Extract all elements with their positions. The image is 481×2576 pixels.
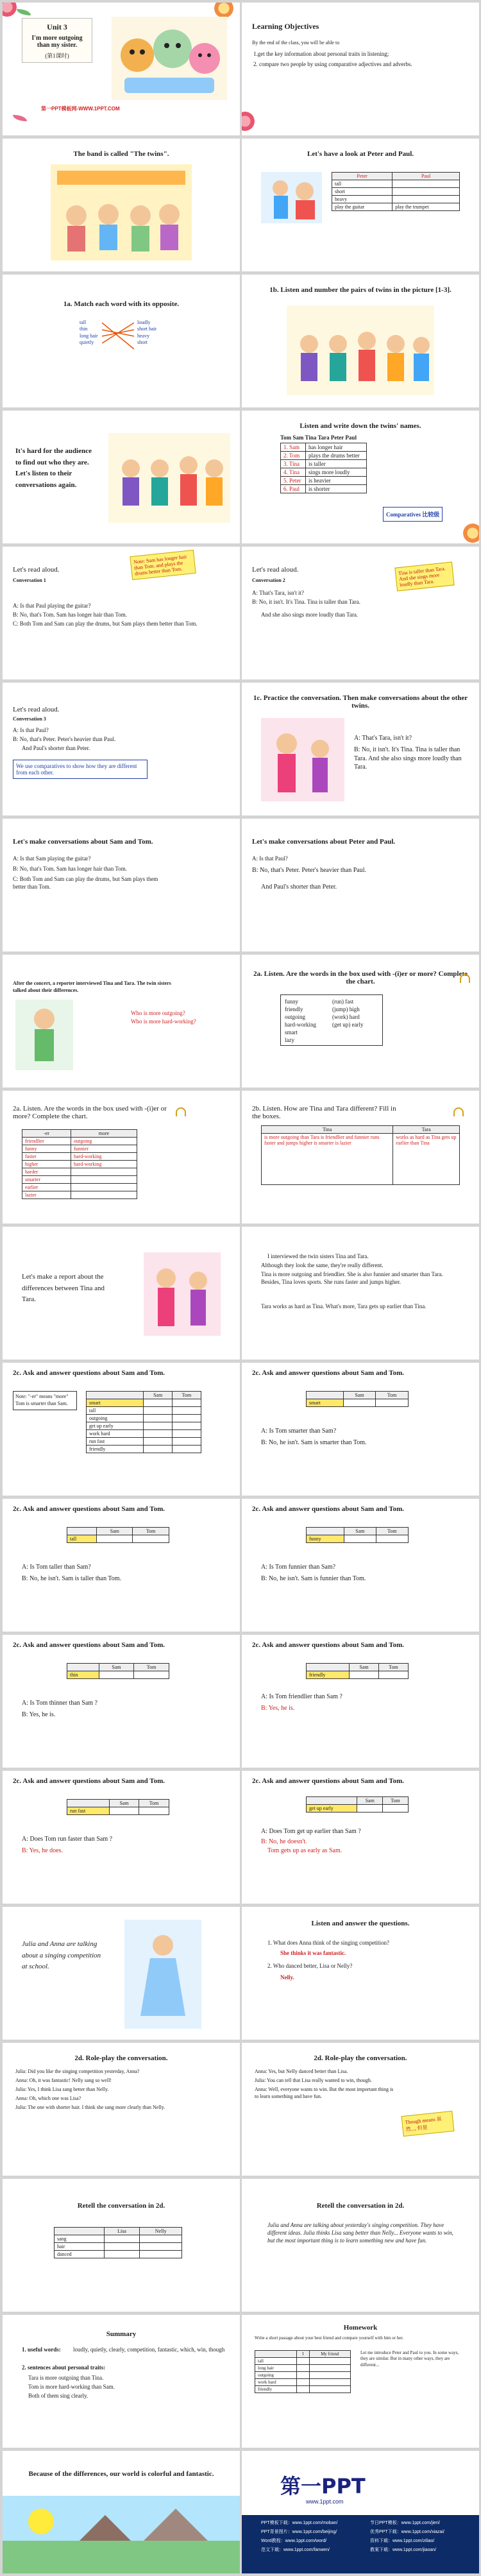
table-cell: tall: [255, 2358, 297, 2365]
slide-title: Let's make conversations about Sam and Tom.: [13, 838, 153, 846]
dialogue-line: A: Is Tom friendlier than Sam ?: [261, 1693, 342, 1700]
chart-cell: faster: [22, 1153, 71, 1161]
table-cell: short: [332, 188, 392, 196]
conversation-label: Conversation 3: [13, 716, 46, 722]
twin-trait: plays the drums better: [306, 452, 367, 460]
chart-cell: higher: [22, 1161, 71, 1168]
twin-name: 6. Paul: [281, 485, 306, 493]
dialogue-line: Anna: Oh, it was fantastic! Nelly sang so well!: [15, 2077, 112, 2083]
slide-34[interactable]: [242, 2179, 479, 2312]
speech-bubble: Who is more outgoing?: [131, 1010, 185, 1016]
slide-15[interactable]: [3, 955, 240, 1088]
match-word: loudly: [137, 320, 151, 325]
slide-27[interactable]: [3, 1771, 240, 1904]
chart-cell: [71, 1168, 137, 1176]
word-item: (get up) early: [332, 1021, 364, 1028]
dialogue-line: A: Is Tom smarter than Sam?: [261, 1428, 337, 1435]
dialogue-line: Anna: Oh, which one was Lisa?: [15, 2095, 81, 2101]
traits-table: [332, 172, 460, 211]
match-word: short: [137, 339, 148, 346]
leaf-decoration: [13, 115, 27, 121]
left-word-column: [80, 320, 98, 346]
er-more-chart: [22, 1129, 137, 1199]
colorful-world-illustration: [3, 2496, 240, 2573]
brand-domain: www.1ppt.com: [306, 2498, 344, 2505]
match-word: heavy: [137, 332, 150, 339]
note-box: Note: "-er" means "more" Tom is smarter than Sam.: [13, 1391, 77, 1410]
column-header: My friend: [309, 2351, 350, 2358]
slide-29[interactable]: [3, 1907, 240, 2040]
unit-label: Unit 3: [47, 22, 67, 31]
slide-20[interactable]: [242, 1227, 479, 1360]
column-header: Paul: [392, 173, 460, 180]
resource-link[interactable]: PPT模板下载：www.1ppt.com/moban/: [261, 2521, 338, 2525]
dialogue-line: B: No, that's Tom. Sam has longer hair than Tom.: [13, 866, 128, 872]
slide-5[interactable]: [3, 275, 240, 407]
slide-title: 2c. Ask and answer questions about Sam and Tom.: [252, 1505, 404, 1513]
dialogue-line: B: No, he isn't. Sam is smarter than Tom.: [261, 1439, 367, 1446]
conversation-label: Conversation 1: [13, 577, 46, 583]
chart-cell: [71, 1184, 137, 1191]
chart-cell: earlier: [22, 1184, 71, 1191]
dialogue-line: And Paul's shorter than Peter.: [261, 883, 337, 891]
column-header: [255, 2351, 297, 2358]
self-friend-table: [255, 2350, 351, 2393]
slide-title: The band is called "The twins".: [73, 150, 169, 158]
slide-17[interactable]: [3, 1091, 240, 1224]
dialogue-line: A: Is Tom funnier than Sam?: [261, 1564, 336, 1571]
resource-link[interactable]: 节日PPT模板：www.1ppt.com/jieri/: [370, 2521, 440, 2525]
slide-37[interactable]: [3, 2451, 240, 2573]
intro-text: After the concert, a reporter interviewed Tina and Tara. The twin sisters talked about their differences.: [13, 980, 171, 993]
chart-cell: [71, 1191, 137, 1199]
slide-title: 2c. Ask and answer questions about Sam and Tom.: [252, 1777, 404, 1785]
slide-title: Homework: [343, 2324, 378, 2332]
comparison-mini-table: Sam Tom friendly: [306, 1663, 409, 1679]
dialogue-line: Julia: Yes, I think Lisa sang better than Nelly.: [15, 2086, 109, 2092]
slide-16[interactable]: [242, 955, 479, 1088]
column-header: Tara: [393, 1126, 460, 1134]
trait-cell: get up early: [87, 1422, 144, 1430]
slide-title: 1b. Listen and number the pairs of twins in the picture [1-3].: [269, 286, 451, 294]
twins-name-header: Tom Sam Tina Tara Peter Paul: [280, 434, 357, 441]
tina-tara-illustration: [144, 1252, 221, 1336]
slide-title: Learning Objectives: [252, 22, 319, 31]
summary-bullet: Tara is more outgoing than Tina.: [28, 2375, 104, 2381]
retell-paragraph: Julia and Anna are talking about yesterday's singing competition. They have different ideas. Julia thinks Lisa sang better than Nelly... Everyone wants to win, but the most important thing is to learn something new and have fun.: [267, 2222, 453, 2244]
table-cell: [392, 196, 460, 203]
dialogue-line: C: Both Tom and Sam can play the drums, but Sam plays them better than Tom.: [13, 876, 158, 891]
slide-title: 2c. Ask and answer questions about Sam and Tom.: [252, 1641, 404, 1649]
slide-21[interactable]: [3, 1363, 240, 1496]
word-item: smart: [285, 1029, 298, 1036]
slide-title: 1c. Practice the conversation. Then make conversations about the other twins.: [253, 694, 468, 710]
slide-18[interactable]: [242, 1091, 479, 1224]
slide-31[interactable]: [3, 2043, 240, 2176]
comparison-mini-table: Sam Tom get up early: [306, 1796, 409, 1813]
twin-trait: has longer hair: [306, 443, 367, 452]
slide-8[interactable]: [242, 411, 479, 543]
reporter-illustration: [15, 1000, 73, 1070]
report-paragraph: Tina is more outgoing and friendlier. She is also funnier and smarter than Tara. Besides, Tina loves sports. She runs faster and jumps higher.: [261, 1271, 443, 1286]
tara-traits: works as hard as Tina gets up earlier than Tina: [393, 1134, 460, 1185]
column-header: Lisa: [104, 2228, 140, 2235]
answer: Nelly.: [280, 1974, 294, 1981]
dialogue-line: A: Is that Paul?: [252, 855, 288, 862]
word-item: (work) hard: [332, 1014, 360, 1020]
dialogue-line: Anna: Well, everyone wants to win. But the most important thing is to learn something and have fun.: [255, 2086, 394, 2099]
word-item: (jump) high: [332, 1006, 360, 1012]
slide-title: 2c. Ask and answer questions about Sam and Tom.: [13, 1369, 165, 1377]
slide-32[interactable]: [242, 2043, 479, 2176]
dialogue-line: A: That's Tara, isn't it?: [252, 590, 305, 596]
dialogue-line: Julia: The one with shorter hair. I think she sang more clearly than Nelly.: [15, 2104, 165, 2110]
slide-title: 2b. Listen. How are Tina and Tara different? Fill in the boxes.: [252, 1105, 396, 1120]
brand-footer: 第一PPT模板网-WWW.1PPT.COM: [41, 106, 120, 112]
conversation-label: Conversation 2: [252, 577, 285, 583]
trait-cell: smart: [87, 1399, 144, 1407]
slide-title: 2c. Ask and answer questions about Sam and Tom.: [252, 1369, 404, 1377]
comparatives-badge: Comparatives 比较级: [383, 507, 443, 522]
dialogue-line: B: No, that's Tom. Sam has longer hair than Tom.: [13, 611, 128, 618]
dialogue-line: C: Both Tom and Sam can play the drums, but Sam plays them better than Tom.: [13, 620, 198, 627]
column-header: -er: [22, 1130, 71, 1138]
headphones-icon: [453, 1107, 464, 1116]
slide-title: Let's read aloud.: [252, 566, 299, 574]
slide-3[interactable]: [3, 139, 240, 271]
slide-9[interactable]: [3, 547, 240, 679]
slide-title: 1a. Match each word with its opposite.: [63, 300, 180, 308]
column-header: Tina: [262, 1126, 393, 1134]
word-item: friendly: [285, 1006, 303, 1012]
column-header: Peter: [332, 173, 392, 180]
trait-cell: work hard: [87, 1430, 144, 1438]
chart-cell: outgoing: [71, 1138, 137, 1145]
slide-35[interactable]: [3, 2315, 240, 2448]
singer-on-stage-illustration: [124, 1920, 201, 2029]
comparison-mini-table: Sam Tom funny: [306, 1527, 409, 1543]
chart-cell: hard-working: [71, 1161, 137, 1168]
dialogue-line: B: No, it isn't. It's Tina. Tina is taller than Tara.: [252, 599, 360, 605]
tina-tara-table: [261, 1125, 460, 1185]
column-header: [55, 2228, 105, 2235]
report-paragraph: Although they look the same, they're really different.: [261, 1262, 384, 1268]
dialogue-line: A: Is that Paul?: [13, 727, 49, 733]
table-cell: play the trumpet: [392, 203, 460, 211]
slide-title: 2c. Ask and answer questions about Sam and Tom.: [13, 1641, 165, 1649]
slide-title: 2c. Ask and answer questions about Sam and Tom.: [13, 1505, 165, 1513]
slide-10[interactable]: [242, 547, 479, 679]
sam-tom-chart: [86, 1391, 201, 1453]
report-paragraph: I interviewed the twin sisters Tina and Tara.: [267, 1253, 369, 1259]
dialogue-line: A: That's Tara, isn't it?: [354, 735, 412, 742]
twin-name: 1. Sam: [281, 443, 306, 452]
headphones-icon: [460, 974, 470, 983]
table-cell: hair: [55, 2243, 105, 2251]
slide-13[interactable]: [3, 819, 240, 951]
table-cell: tall: [332, 180, 392, 188]
brand-logo: 第一PPT: [280, 2474, 366, 2498]
homework-tips: Let me introduce Peter and Paul to you. In some ways, they are similar. But in many other ways, they are different...: [360, 2350, 459, 2367]
chart-cell: lazier: [22, 1191, 71, 1199]
table-cell: [392, 188, 460, 196]
chart-cell: harder: [22, 1168, 71, 1176]
summary-heading: 1. useful words:: [22, 2346, 61, 2353]
word-item: outgoing: [285, 1014, 306, 1020]
summary-bullet: Both of them sing clearly.: [28, 2393, 89, 2399]
trait-cell: run fast: [87, 1438, 144, 1446]
comparison-mini-table: Sam Tom thin: [67, 1663, 169, 1679]
question: 1. What does Anna think of the singing competition?: [267, 1940, 390, 1946]
word-item: hard-working: [285, 1021, 316, 1028]
dialogue-line: A: Is that Paul playing the guitar?: [13, 602, 91, 609]
match-word: long hair: [80, 332, 98, 339]
table-cell: friendly: [255, 2386, 297, 2393]
listen-prompt: It's hard for the audience to find out who they are. Let's listen to their conversations again.: [15, 447, 92, 489]
column-header: more: [71, 1130, 137, 1138]
slide-title: Let's make conversations about Peter and Paul.: [252, 838, 396, 846]
slide-title: Let's read aloud.: [13, 706, 60, 713]
twin-trait: is shorter: [306, 485, 367, 493]
chart-cell: funny: [22, 1145, 71, 1153]
slide-title: Let's read aloud.: [13, 566, 60, 574]
column-header: Tom: [172, 1392, 201, 1399]
slide-25[interactable]: [3, 1635, 240, 1768]
twins-answers-table: [280, 443, 367, 493]
period-label: (第1课时): [45, 53, 69, 59]
slide-title: Summary: [106, 2330, 137, 2338]
slide-title: 2d. Role-play the conversation.: [74, 2054, 168, 2062]
trait-cell: tall: [87, 1407, 144, 1415]
dialogue-line: A: Does Tom run faster than Sam ?: [22, 1836, 113, 1843]
right-word-column: [137, 320, 156, 346]
slide-title: Let's have a look at Peter and Paul.: [307, 150, 414, 158]
word-box: [280, 994, 383, 1046]
resource-link[interactable]: 范文下载：www.1ppt.com/fanwen/: [261, 2548, 330, 2552]
twin-trait: is taller: [306, 460, 367, 468]
flower-decoration: [214, 3, 233, 18]
chart-cell: smarter: [22, 1176, 71, 1184]
word-item: (run) fast: [332, 998, 354, 1005]
link-panel: [242, 2515, 479, 2573]
match-word: quietly: [80, 339, 94, 346]
report-paragraph: Tara works as hard as Tina. What's more, Tara gets up earlier than Tina.: [261, 1303, 426, 1309]
resource-link[interactable]: 教案下载：www.1ppt.com/jiaoan/: [370, 2548, 437, 2552]
tina-traits: is more outgoing than Tara is friendlier and funnier runs faster and jumps higher is smarter is lazier: [262, 1134, 393, 1185]
twin-name: 4. Tina: [281, 468, 306, 477]
band-concert-illustration: [51, 164, 192, 260]
tina-tara-illustration: [261, 718, 344, 801]
chart-cell: [71, 1176, 137, 1184]
dialogue-line: B: No, that's Peter. Peter's heavier than Paul.: [252, 867, 367, 874]
question: 2. Who danced better, Lisa or Nelly?: [267, 1963, 353, 1969]
table-cell: outgoing: [255, 2372, 297, 2379]
match-word: thin: [80, 326, 88, 332]
slide-title: 2c. Ask and answer questions about Sam and Tom.: [13, 1777, 165, 1785]
cartoon-animals-illustration: [112, 17, 227, 100]
resource-link[interactable]: PPT背景图片：www.1ppt.com/beijing/: [261, 2530, 337, 2534]
homework-intro: Write a short passage about your best friend and compare yourself with him or her.: [255, 2335, 404, 2341]
twin-trait: is heavier: [306, 477, 367, 485]
summary-bullet: Tom is more hard-working than Sam.: [28, 2384, 115, 2390]
word-item: lazy: [285, 1037, 294, 1043]
dialogue-line: B: No, he doesn't.: [261, 1838, 307, 1845]
dialogue-line: A: Is that Sam playing the guitar?: [13, 855, 91, 862]
lisa-nelly-table: [54, 2227, 182, 2258]
dialogue-line: Julia: You can tell that Lisa really wanted to win, though.: [255, 2077, 372, 2083]
slide-title: 2a. Listen. Are the words in the box used with -(i)er or more? Complete the chart.: [253, 970, 468, 985]
slide-title: 2d. Role-play the conversation.: [314, 2054, 407, 2062]
chart-cell: hard-working: [71, 1153, 137, 1161]
trait-cell: outgoing: [87, 1415, 144, 1422]
twin-trait: sings more loudly: [306, 468, 367, 477]
comparison-mini-table: Sam Tom tall: [67, 1527, 169, 1543]
resource-link[interactable]: 资料下载：www.1ppt.com/ziliao/: [370, 2539, 435, 2543]
flower-decoration: [3, 3, 17, 17]
dialogue-line: Julia: Did you like the singing competition yesterday, Anna?: [15, 2068, 140, 2074]
summary-heading: 2. sentences about personal traits:: [22, 2364, 106, 2371]
dialogue-line: B: No, it isn't. It's Tina. Tina is taller than Tara. And she also sings more loudly than Tara.: [354, 746, 462, 771]
comparison-mini-table: Sam Tom run fast: [67, 1799, 169, 1815]
dialogue-line: A: Does Tom get up earlier than Sam ?: [261, 1828, 361, 1835]
twin-name: 3. Tina: [281, 460, 306, 468]
trait-cell: friendly: [87, 1446, 144, 1453]
peter-paul-illustration: [261, 172, 322, 223]
note-sticky: Note: Sam has longer hair than Tom. and plays the drums better than Tom.: [130, 550, 196, 580]
slide-6[interactable]: [242, 275, 479, 407]
resource-link[interactable]: Word教程：www.1ppt.com/word/: [261, 2539, 327, 2543]
context-text: Julia and Anna are talking about a singing competition at school.: [22, 1940, 101, 1971]
twin-name: 5. Peter: [281, 477, 306, 485]
table-cell: play the guitar: [332, 203, 392, 211]
dialogue-line: B: No, he isn't. Sam is taller than Tom.: [22, 1575, 122, 1582]
slide-1[interactable]: [3, 3, 240, 135]
dialogue-line: A: Is Tom taller than Sam?: [22, 1564, 91, 1571]
closing-message: Because of the differences, our world is colorful and fantastic.: [28, 2470, 214, 2478]
slide-14[interactable]: [242, 819, 479, 951]
slide-26[interactable]: [242, 1635, 479, 1768]
report-prompt: Let's make a report about the differences between Tina and Tara.: [22, 1273, 105, 1304]
slide-36[interactable]: [242, 2315, 479, 2448]
dialogue-line: B: Yes, he does.: [22, 1847, 63, 1854]
slide-4[interactable]: [242, 139, 479, 271]
match-word: tall: [80, 320, 87, 325]
lesson-title: I'm more outgoing than my sister.: [31, 35, 83, 49]
objectives-intro: By the end of the class, you will be able to: [252, 40, 340, 46]
objective-item: 2. compare two people by using comparative adjectives and adverbs.: [253, 61, 412, 67]
chart-cell: funnier: [71, 1145, 137, 1153]
table-cell: heavy: [332, 196, 392, 203]
slide-title: Retell the conversation in 2d.: [316, 2202, 405, 2210]
slide-28[interactable]: [242, 1771, 479, 1904]
table-cell: long hair: [255, 2365, 297, 2372]
dialogue-line: B: Yes, he is.: [22, 1711, 56, 1718]
comparison-mini-table: Sam Tom smart: [306, 1391, 409, 1407]
slide-title: Retell the conversation in 2d.: [77, 2202, 165, 2210]
dialogue-line: B: No, he isn't. Sam is funnier than Tom.: [261, 1575, 366, 1582]
speech-bubble: Who is more hard-working?: [131, 1018, 196, 1025]
column-header: I: [297, 2351, 310, 2358]
table-cell: sang: [55, 2235, 105, 2243]
word-item: funny: [285, 998, 298, 1005]
summary-words: loudly, quietly, clearly, competition, fantastic, which, win, though: [73, 2346, 225, 2353]
slide-title: 2a. Listen. Are the words in the box used with -(i)er or more? Complete the chart.: [13, 1105, 167, 1120]
flower-decoration: [242, 112, 255, 131]
slide-19[interactable]: [3, 1227, 240, 1360]
answer: She thinks it was fantastic.: [280, 1950, 346, 1956]
table-cell: [392, 180, 460, 188]
slide-38[interactable]: [242, 2451, 479, 2573]
objective-item: 1.get the key information about personal traits in listening;: [253, 51, 389, 57]
twin-name: 2. Tom: [281, 452, 306, 460]
resource-link[interactable]: 优秀PPT下载：www.1ppt.com/xiazai/: [370, 2530, 444, 2534]
slide-23[interactable]: [3, 1499, 240, 1632]
note-sticky: Tina is taller than Tara. And she sings more loudly than Tara.: [394, 561, 454, 591]
dialogue-line: B: No, that's Peter. Peter's heavier than Paul.: [13, 736, 116, 742]
title-card: [22, 18, 92, 63]
dialogue-line: And she also sings more loudly than Tara.: [261, 611, 359, 618]
slide-title: Listen and answer the questions.: [311, 1920, 410, 1927]
slide-30[interactable]: [242, 1907, 479, 2040]
dialogue-line: B: Yes, he is.: [261, 1705, 295, 1712]
slide-22[interactable]: [242, 1363, 479, 1496]
slide-33[interactable]: [3, 2179, 240, 2312]
slide-7[interactable]: [3, 411, 240, 543]
note-sticky: Though means 虽然..., 但是: [401, 2111, 455, 2137]
table-cell: work hard: [255, 2379, 297, 2386]
dialogue-line: Tom gets up as early as Sam.: [267, 1847, 342, 1854]
twins-band-illustration: [108, 433, 230, 523]
leaf-decoration: [17, 9, 31, 15]
table-cell: danced: [55, 2251, 105, 2258]
column-header: Sam: [144, 1392, 172, 1399]
dialogue-line: A: Is Tom thinner than Sam ?: [22, 1700, 97, 1707]
twins-band-illustration: [287, 305, 434, 395]
match-word: short hair: [137, 326, 157, 332]
column-header: Nelly: [140, 2228, 182, 2235]
slide-11[interactable]: [3, 683, 240, 815]
slide-12[interactable]: [242, 683, 479, 815]
slide-title: Listen and write down the twins' names.: [300, 422, 421, 430]
slide-24[interactable]: [242, 1499, 479, 1632]
comparatives-note-box: We use comparatives to show how they are different from each other.: [13, 760, 148, 779]
dialogue-line: And Paul's shorter than Peter.: [22, 745, 90, 751]
slide-2[interactable]: [242, 3, 479, 135]
matching-lines: [102, 320, 134, 352]
headphones-icon: [176, 1107, 186, 1116]
flower-decoration: [463, 524, 479, 543]
dialogue-line: Anna: Yes, but Nelly danced better than Lisa.: [255, 2068, 348, 2074]
chart-cell: friendlier: [22, 1138, 71, 1145]
